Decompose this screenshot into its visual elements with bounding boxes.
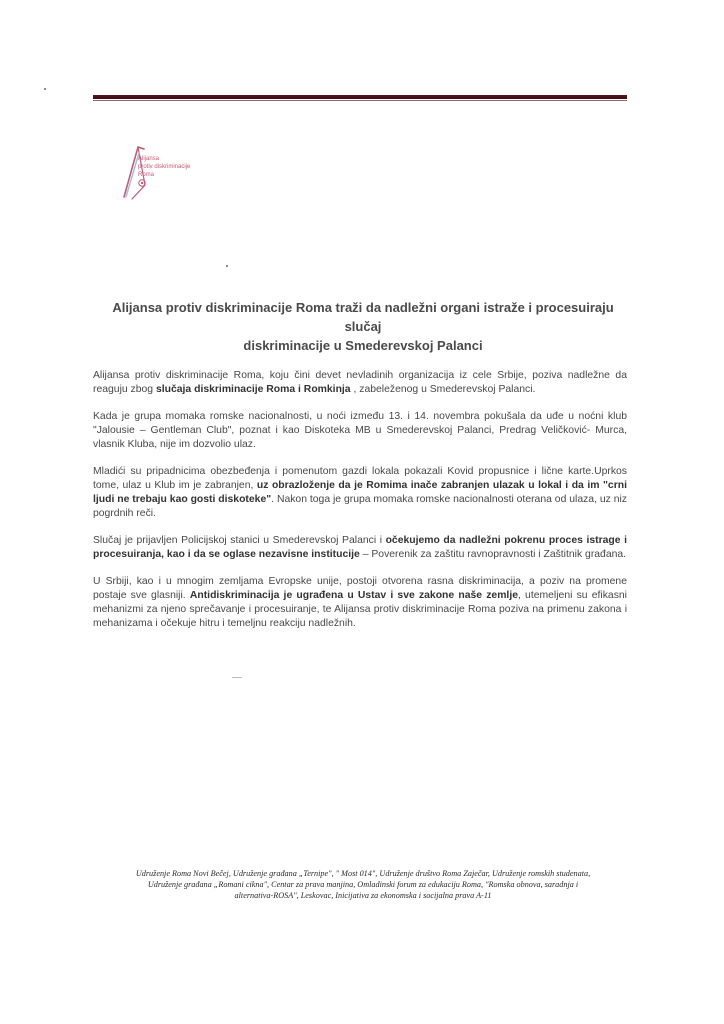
header-rule-thin (93, 100, 627, 101)
scan-mark (232, 677, 242, 678)
paragraph-text: Alijansa protiv diskriminacije Roma, koju čini devet nevladinih organizacija iz cele Srbije, poziva nadležne da reaguju zbog (93, 370, 627, 395)
paragraph (93, 410, 627, 452)
paragraph-text: Slučaj je prijavljen Policijskoj stanici u Smederevskoj Palanci i (93, 535, 386, 546)
paragraph-emphasis: slučaja diskriminacije Roma i Romkinja (155, 384, 351, 395)
logo-line: Roma (138, 172, 155, 178)
document-title (96, 298, 630, 355)
logo-line: protiv diskriminacije (138, 164, 191, 170)
scan-speck (44, 88, 46, 90)
scan-speck (226, 265, 228, 267)
paragraph (93, 575, 627, 631)
paragraph (93, 534, 627, 562)
header-rule (93, 95, 627, 99)
logo-line: Alijansa (138, 156, 160, 162)
paragraph-text: , utemeljeni su efikasni mehanizmi za njeno sprečavanje i procesuiranje, te Alijansa protiv diskriminacije Roma poziva na primenu zakona i mehanizama i očekuje hitru i temeljnu reakciju nadležnih. (93, 590, 627, 629)
paragraph (93, 465, 627, 521)
paragraph-text: U Srbiji, kao i u mnogim zemljama Evropske unije, postoji otvorena rasna diskriminacija, a poziv na promene postaje sve glasniji. (93, 576, 627, 601)
paragraph-emphasis: Antidiskriminacija je ugrađena u Ustav i sve zakone naše zemlje (189, 590, 518, 601)
paragraph-text: Kada je grupa momaka romske nacionalnosti, u noći između 13. i 14. novembra pokušala da uđe u noćni klub "Jalousie – Gentleman Club", poznat i kao Diskoteka MB u Smederevskoj Palanci, Predrag Veličković- Murca, vlasnik Kluba, nije im dozvolio ulaz. (93, 411, 627, 450)
title-line-1: Alijansa protiv diskriminacije Roma traži da nadležni organi istraže i procesuiraju slučaj (112, 300, 614, 334)
paragraph-text: Mladići su pripadnicima obezbeđenja i pomenutom gazdi lokala pokazali Kovid propusnice i lične karte.Uprkos tome, ulaz u Klub im je zabranjen, (93, 466, 627, 491)
paragraph-emphasis: uz obrazloženje da je Romima inače zabranjen ulazak u lokal i da im "crni ljudi ne trebaju kao gosti diskoteke" (93, 480, 627, 505)
paragraph-text: , zabeleženog u Smederevskoj Palanci. (350, 384, 536, 395)
paragraph (93, 369, 627, 397)
paragraph-text: – Poverenik za zaštitu ravnopravnosti i Zaštitnik građana. (359, 549, 627, 560)
footer-members (93, 868, 633, 901)
paragraph-emphasis: očekujemo da nadležni pokrenu proces istrage i procesuiranja, kao i da se oglase nezavisne institucije (93, 535, 627, 560)
footer-line: Udruženje Roma Novi Bečej, Udruženje građana „Ternipe", " Most 014", Udruženje društvo Roma Zaječar, Udruženje romskih studenata, (135, 869, 591, 878)
paragraph-text: . Nakon toga je grupa momaka romske nacionalnosti oterana od ulaza, uz niz pogrdnih reči. (93, 494, 627, 519)
title-line-2: diskriminacije u Smederevskoj Palanci (243, 338, 483, 353)
footer-line: alternativa-ROSA", Leskovac, Inicijativa za ekonomska i socijalna prava A-11 (234, 891, 492, 900)
logo-wordmark (138, 155, 190, 179)
document-body (93, 369, 627, 644)
footer-line: Udruženje građana „Romani cikna", Centar za prava manjina, Omladinski forum za edukaciju Roma, "Romska obnova, saradnja i (147, 880, 579, 889)
